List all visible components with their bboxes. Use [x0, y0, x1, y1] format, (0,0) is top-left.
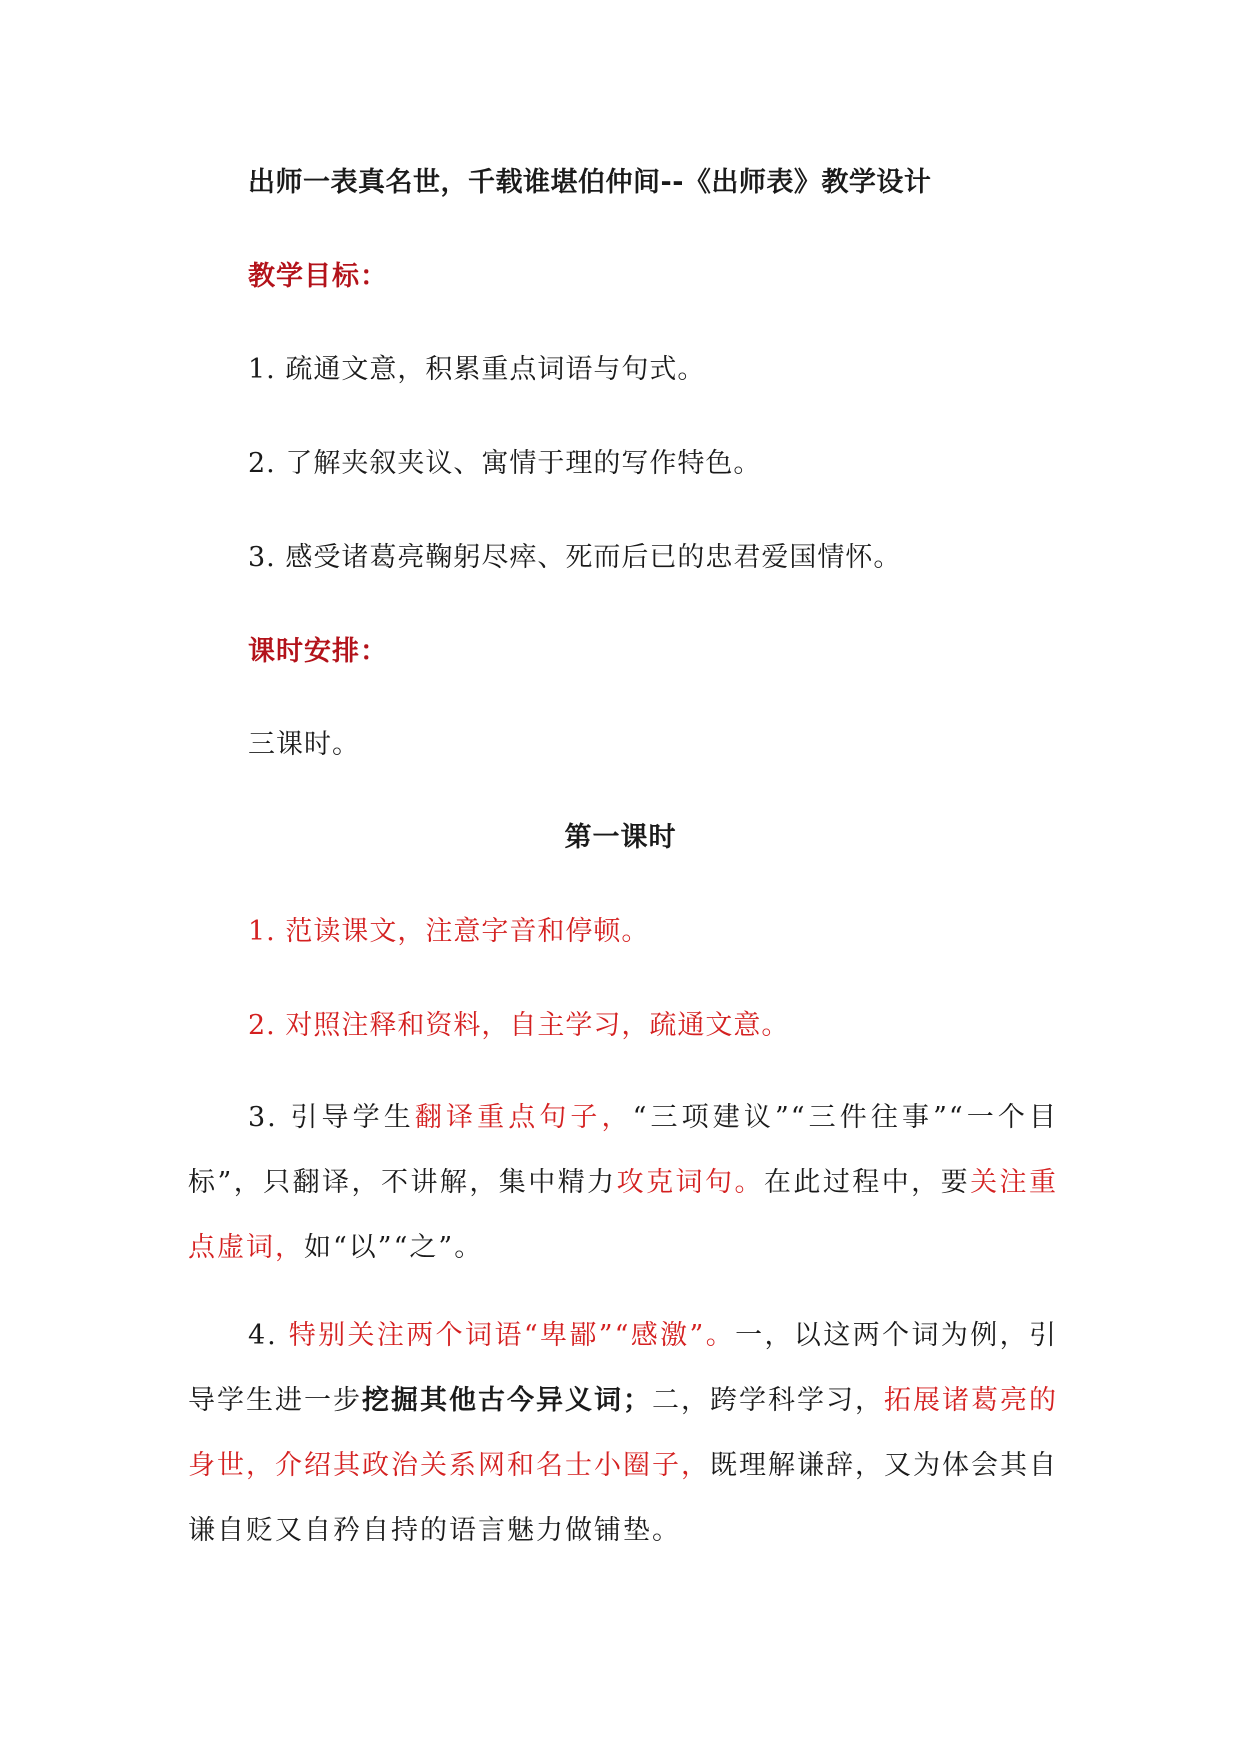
step4-text-e: 二，跨学科学习，: [652, 1385, 884, 1416]
lesson1-step-1: 1. 范读课文，注意字音和停顿。: [248, 916, 650, 947]
schedule-heading: 课时安排：: [248, 636, 388, 667]
step3-text-a: 3. 引导学生: [248, 1102, 415, 1133]
step3-highlight-translate: 翻译重点句子，: [414, 1102, 633, 1133]
step3-highlight-words: 攻克词句。: [616, 1167, 764, 1198]
lesson1-step-3: [188, 1085, 1058, 1280]
step3-text-g: 如“以”“之”。: [304, 1232, 484, 1263]
step4-highlight-words: 特别关注两个词语“卑鄙”“感激”。: [288, 1320, 736, 1351]
objective-item-3: 3. 感受诸葛亮鞠躬尽瘁、死而后已的忠君爱国情怀。: [248, 542, 902, 573]
step3-text-c: “三项建议”“三件往事”“一个目标”，只翻译，不讲解，集中精力: [188, 1102, 1059, 1198]
step3-text-e: 在此过程中，要: [763, 1167, 971, 1198]
lesson1-heading: 第一课时: [564, 822, 677, 853]
lesson1-step-4: [188, 1303, 1058, 1563]
step4-text-a: 4.: [248, 1320, 289, 1351]
step4-highlight-background: 拓展诸葛亮的身世，介绍其政治关系网和名士小圈子，: [188, 1385, 1058, 1481]
step4-text-g: 既理解谦辞，又为体会其自谦自贬又自矜自持的语言魅力做铺垫。: [188, 1450, 1058, 1546]
step3-highlight-particles: 关注重点虚词，: [188, 1167, 1059, 1263]
objective-item-2: 2. 了解夹叙夹议、寓情于理的写作特色。: [248, 448, 762, 479]
objectives-heading: 教学目标：: [248, 261, 388, 292]
lesson1-step-2: 2. 对照注释和资料，自主学习，疏通文意。: [248, 1010, 790, 1041]
step4-bold-ancient-words: 挖掘其他古今异义词；: [362, 1385, 652, 1416]
document-title: 出师一表真名世，千载谁堪伯仲间--《出师表》教学设计: [248, 167, 932, 198]
schedule-text: 三课时。: [248, 729, 360, 760]
step4-text-c: 一，以这两个词为例，引导学生进一步: [188, 1320, 1059, 1416]
objective-item-1: 1. 疏通文意，积累重点词语与句式。: [248, 354, 706, 385]
